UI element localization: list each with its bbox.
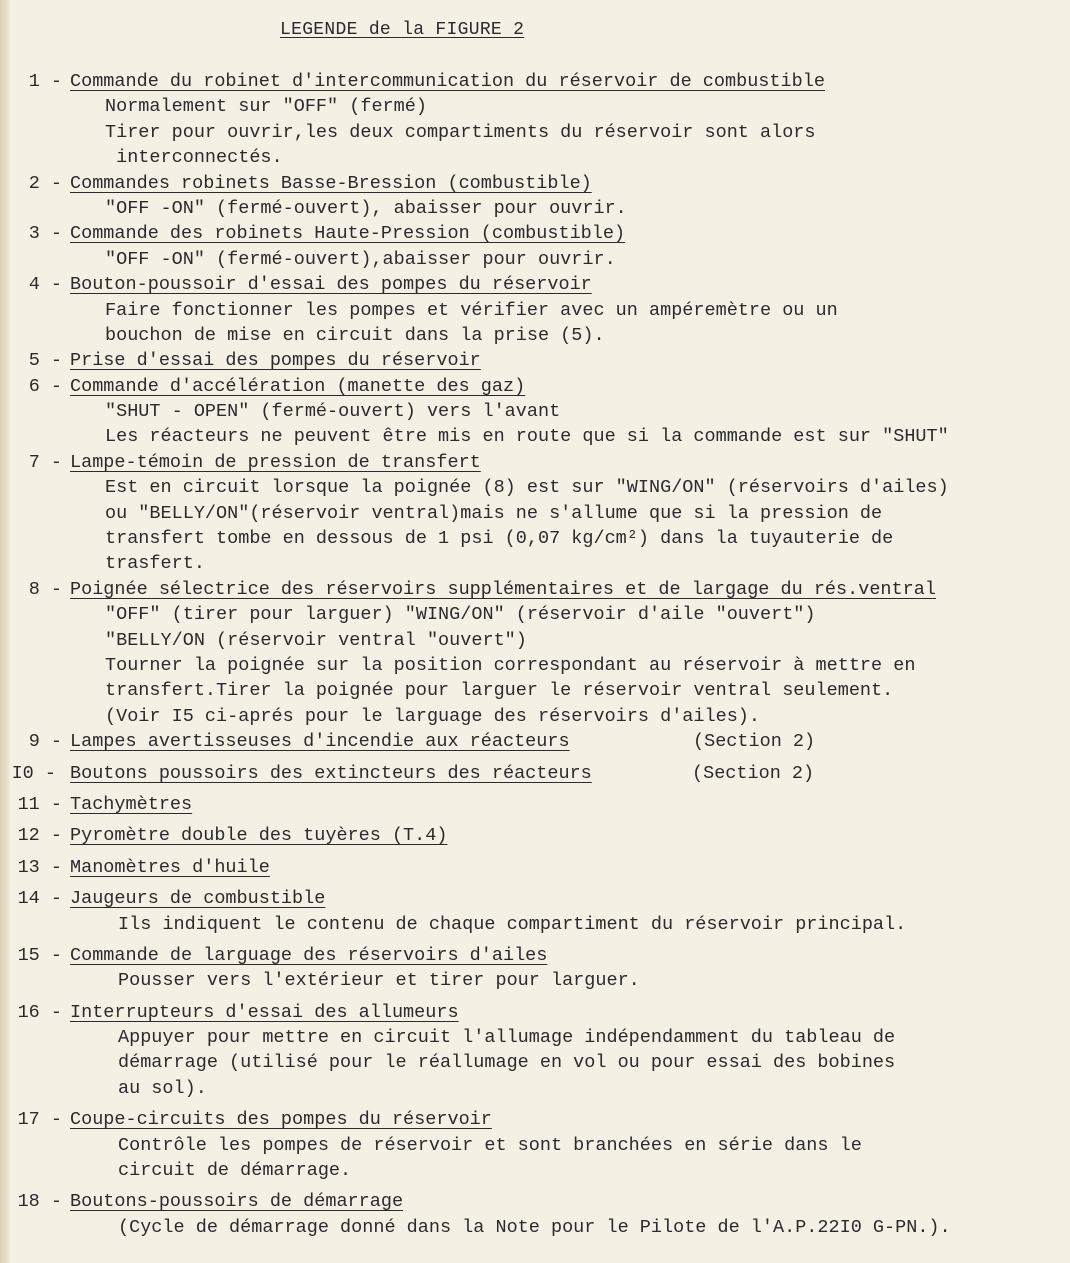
legend-item-section-ref: (Section 2) bbox=[693, 731, 816, 753]
legend-item-number: 17 - bbox=[17, 1109, 62, 1131]
legend-item-heading: Jaugeurs de combustible bbox=[70, 888, 326, 910]
legend-item-description: Les réacteurs ne peuvent être mis en route que si la commande est sur "SHUT" bbox=[105, 426, 949, 448]
legend-item bbox=[0, 761, 1070, 786]
legend-item bbox=[0, 69, 1070, 94]
legend-item bbox=[0, 855, 1070, 880]
legend-item-number: 6 - bbox=[28, 375, 62, 397]
legend-item bbox=[0, 729, 1070, 754]
legend-item-number: 2 - bbox=[28, 172, 62, 194]
legend-item-number: 13 - bbox=[17, 856, 62, 878]
legend-item-heading: Commande des robinets Haute-Pression (combustible) bbox=[70, 223, 626, 245]
legend-item-description: Contrôle les pompes de réservoir et sont branchées en série dans le bbox=[118, 1134, 862, 1156]
legend-item-heading: Commande d'accélération (manette des gaz) bbox=[70, 375, 526, 397]
legend-item-heading: Manomètres d'huile bbox=[70, 856, 270, 878]
legend-item-number: 14 - bbox=[17, 888, 62, 910]
legend-item-heading: Prise d'essai des pompes du réservoir bbox=[70, 350, 481, 372]
legend-item-description: (Cycle de démarrage donné dans la Note pour le Pilote de l'A.P.22I0 G-PN.). bbox=[118, 1216, 951, 1238]
legend-item bbox=[0, 886, 1070, 911]
legend-item-number: I0 - bbox=[11, 762, 56, 784]
page-title: LEGENDE de la FIGURE 2 bbox=[280, 20, 525, 40]
legend-item bbox=[0, 272, 1070, 297]
legend-item bbox=[0, 1000, 1070, 1025]
legend-list bbox=[0, 69, 1070, 1246]
legend-item-heading: Tachymètres bbox=[70, 793, 193, 815]
legend-item bbox=[0, 943, 1070, 968]
legend-item-description: bouchon de mise en circuit dans la prise (5). bbox=[105, 324, 605, 346]
legend-item-description: Ils indiquent le contenu de chaque compartiment du réservoir principal. bbox=[118, 913, 907, 935]
legend-item-number: 18 - bbox=[17, 1191, 62, 1213]
legend-item bbox=[0, 348, 1070, 373]
legend-item-number: 7 - bbox=[28, 451, 62, 473]
legend-item-description: transfert tombe en dessous de 1 psi (0,07 kg/cm²) dans la tuyauterie de bbox=[105, 528, 894, 550]
legend-item-description: Pousser vers l'extérieur et tirer pour larguer. bbox=[118, 970, 640, 992]
legend-item-heading: Lampes avertisseuses d'incendie aux réacteurs bbox=[70, 731, 570, 753]
legend-item bbox=[0, 450, 1070, 475]
legend-item-heading: Commande du robinet d'intercommunication du réservoir de combustible bbox=[70, 71, 825, 92]
legend-item bbox=[0, 792, 1070, 817]
legend-item-heading: Bouton-poussoir d'essai des pompes du réservoir bbox=[70, 274, 592, 296]
legend-item-number: 16 - bbox=[17, 1001, 62, 1023]
legend-item-description: démarrage (utilisé pour le réallumage en vol ou pour essai des bobines bbox=[118, 1052, 896, 1074]
legend-item bbox=[0, 823, 1070, 848]
legend-item-description: "OFF" (tirer pour larguer) "WING/ON" (réservoir d'aile "ouvert") bbox=[105, 604, 816, 626]
legend-item-description: Normalement sur "OFF" (fermé) bbox=[105, 96, 427, 118]
legend-item-heading: Poignée sélectrice des réservoirs supplémentaires et de largage du rés.ventral bbox=[70, 578, 936, 600]
legend-item-number: 15 - bbox=[17, 944, 62, 966]
legend-item-description: Faire fonctionner les pompes et vérifier avec un ampéremètre ou un bbox=[105, 299, 838, 321]
legend-item-description: Tourner la poignée sur la position correspondant au réservoir à mettre en bbox=[105, 654, 916, 676]
legend-item-number: 4 - bbox=[28, 274, 62, 296]
legend-item bbox=[0, 374, 1070, 399]
legend-item-description: "OFF -ON" (fermé-ouvert),abaisser pour ouvrir. bbox=[105, 248, 616, 270]
legend-item-description: Est en circuit lorsque la poignée (8) est sur "WING/ON" (réservoirs d'ailes) bbox=[105, 477, 949, 499]
legend-item-description: Appuyer pour mettre en circuit l'allumage indépendamment du tableau de bbox=[118, 1027, 896, 1049]
legend-item bbox=[0, 221, 1070, 246]
legend-item-number: 12 - bbox=[17, 825, 62, 847]
legend-item-description: circuit de démarrage. bbox=[118, 1160, 352, 1182]
legend-item-description: "SHUT - OPEN" (fermé-ouvert) vers l'avant bbox=[105, 401, 561, 423]
legend-item-heading: Commandes robinets Basse-Bression (combustible) bbox=[70, 172, 592, 194]
legend-item-description: "BELLY/ON (réservoir ventral "ouvert") bbox=[105, 629, 527, 651]
legend-item-heading: Boutons-poussoirs de démarrage bbox=[70, 1191, 404, 1213]
legend-item-description: transfert.Tirer la poignée pour larguer le réservoir ventral seulement. bbox=[105, 680, 894, 702]
legend-item-number: 11 - bbox=[17, 793, 62, 815]
legend-item-description: au sol). bbox=[118, 1077, 207, 1099]
legend-item-heading: Coupe-circuits des pompes du réservoir bbox=[70, 1109, 492, 1131]
legend-item-description: "OFF -ON" (fermé-ouvert), abaisser pour ouvrir. bbox=[105, 197, 627, 219]
legend-item-number: 1 - bbox=[28, 71, 62, 92]
legend-item-heading: Pyromètre double des tuyères (T.4) bbox=[70, 825, 448, 847]
legend-item-number: 3 - bbox=[28, 223, 62, 245]
legend-item-section-ref: (Section 2) bbox=[692, 762, 815, 784]
legend-item bbox=[0, 1107, 1070, 1132]
legend-item bbox=[0, 1189, 1070, 1214]
legend-item-number: 8 - bbox=[28, 578, 62, 600]
legend-item bbox=[0, 171, 1070, 196]
legend-item bbox=[0, 577, 1070, 602]
legend-item-number: 5 - bbox=[28, 350, 62, 372]
legend-item-heading: Boutons poussoirs des extincteurs des réacteurs bbox=[70, 762, 592, 784]
legend-item-description: Tirer pour ouvrir,les deux compartiments du réservoir sont alors bbox=[105, 121, 816, 143]
legend-item-description: ou "BELLY/ON"(réservoir ventral)mais ne s'allume que si la pression de bbox=[105, 502, 883, 524]
legend-item-description: trasfert. bbox=[105, 553, 205, 575]
legend-item-description: interconnectés. bbox=[105, 147, 283, 169]
legend-item-heading: Commande de larguage des réservoirs d'ailes bbox=[70, 944, 548, 966]
legend-item-heading: Lampe-témoin de pression de transfert bbox=[70, 451, 481, 473]
legend-item-number: 9 - bbox=[28, 731, 62, 753]
legend-item-heading: Interrupteurs d'essai des allumeurs bbox=[70, 1001, 459, 1023]
legend-item-description: (Voir I5 ci-aprés pour le larguage des réservoirs d'ailes). bbox=[105, 705, 761, 727]
